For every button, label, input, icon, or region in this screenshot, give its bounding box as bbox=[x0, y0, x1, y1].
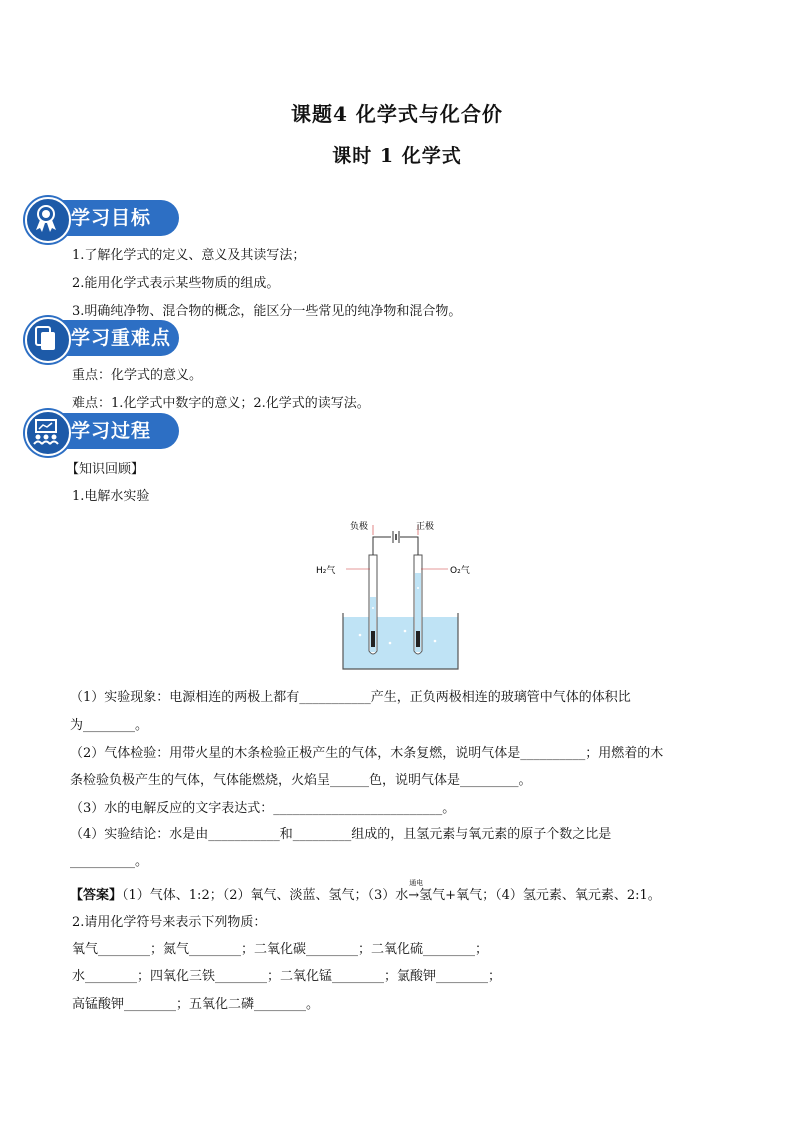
keypoint-item-1: 重点：化学式的意义。 bbox=[72, 368, 203, 383]
q1-line-7: __________。 bbox=[70, 854, 149, 869]
section-banner-goals bbox=[25, 197, 185, 239]
question-2-title: 2.请用化学符号来表示下列物质： bbox=[72, 915, 267, 930]
q1-line-5: （3）水的电解反应的文字表达式：__________________________。 bbox=[70, 801, 456, 816]
goal-item-1: 1.了解化学式的定义、意义及其读写法； bbox=[72, 248, 306, 263]
goal-item-2: 2.能用化学式表示某些物质的组成。 bbox=[72, 276, 280, 291]
q1-line-6: （4）实验结论：水是由___________和_________组成的，且氢元素与氧元素的原子个数之比是 bbox=[70, 827, 612, 842]
q1-line-3: （2）气体检验：用带火星的木条检验正极产生的气体，木条复燃，说明气体是__________；用燃着的木 bbox=[70, 746, 664, 761]
q1-line-1: （1）实验现象：电源相连的两极上都有___________产生，正负两极相连的玻璃管中气体的体积比 bbox=[70, 690, 631, 705]
section-heading-goals: 学习目标 bbox=[71, 207, 152, 229]
q1-line-4: 条检验负极产生的气体，气体能燃烧，火焰呈______色，说明气体是_________。 bbox=[70, 773, 532, 788]
page-subtitle: 课时 1 化学式 bbox=[332, 145, 462, 167]
section-heading-keypoints: 学习重难点 bbox=[71, 327, 172, 349]
goal-item-3: 3.明确纯净物、混合物的概念，能区分一些常见的纯净物和混合物。 bbox=[72, 304, 462, 319]
q2-line-1: 氧气________；氮气________；二氧化碳________；二氧化硫________； bbox=[72, 942, 489, 957]
knowledge-review-label: 【知识回顾】 bbox=[66, 462, 145, 477]
label-negative: 负极 bbox=[350, 522, 369, 532]
documents-icon bbox=[25, 317, 67, 359]
section-heading-process: 学习过程 bbox=[71, 420, 152, 442]
question-1-title: 1.电解水实验 bbox=[72, 489, 150, 504]
award-badge-icon bbox=[25, 197, 67, 239]
presentation-icon bbox=[25, 410, 67, 452]
electrolysis-apparatus-figure bbox=[310, 513, 480, 673]
arrow-condition: 通电 bbox=[409, 879, 424, 887]
page-title: 课题4 化学式与化合价 bbox=[291, 102, 503, 126]
label-positive: 正极 bbox=[416, 522, 435, 532]
label-o2: O₂气 bbox=[450, 566, 470, 576]
q2-line-3: 高锰酸钾________；五氧化二磷________。 bbox=[72, 997, 320, 1012]
answer-part2: 氢气+氧气；（4）氢元素、氧元素、2:1。 bbox=[419, 888, 661, 903]
answer-part1: （1）气体、1:2；（2）氧气、淡蓝、氢气；（3）水 bbox=[122, 888, 409, 903]
reaction-arrow: → bbox=[408, 888, 420, 903]
q1-line-2: 为________。 bbox=[70, 718, 149, 733]
answer-key: 【答案】 bbox=[70, 888, 123, 903]
q2-line-2: 水________；四氧化三铁________；二氧化锰________；氯酸钾________； bbox=[72, 969, 502, 984]
section-banner-keypoints bbox=[25, 317, 185, 359]
label-h2: H₂气 bbox=[316, 566, 336, 576]
section-banner-process bbox=[25, 410, 185, 452]
answer-line bbox=[70, 879, 661, 903]
keypoint-item-2: 难点：1.化学式中数字的意义；2.化学式的读写法。 bbox=[72, 396, 370, 411]
